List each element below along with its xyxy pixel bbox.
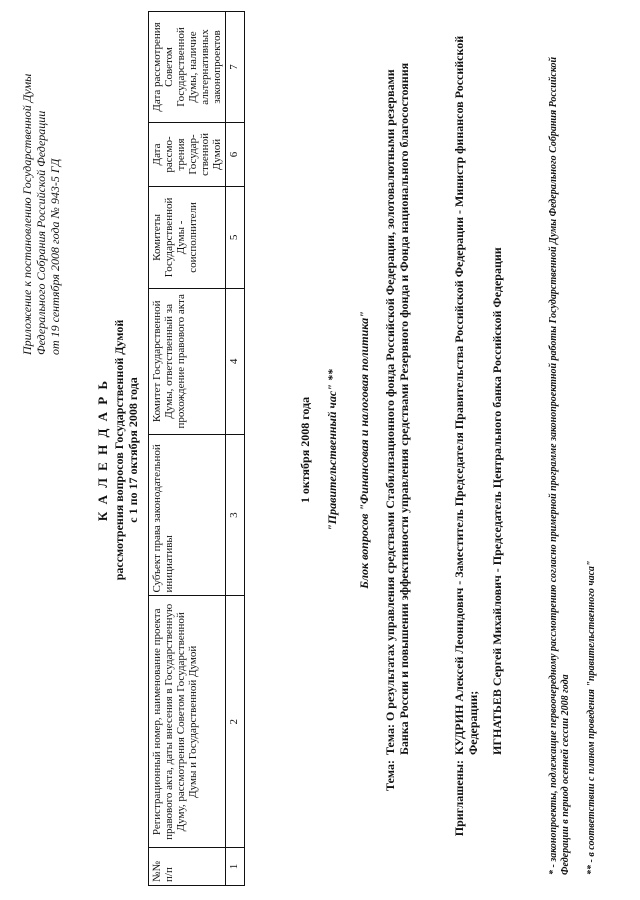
appendix-line-1: Приложение к постановлению Государственной Думы — [20, 73, 34, 355]
question-block-heading: Блок вопросов "Финансовая и налоговая политика" — [357, 311, 371, 589]
subtitle-line-2: с 1 по 17 октября 2008 года — [126, 377, 140, 523]
appendix-line-2: Федерального Собрания Российской Федерации — [34, 110, 48, 355]
header-cell-registration: Регистрационный номер, наименование проекта правового акта, даты внесения в Государственную Думу, рассмотрения Советом Государственной Думы и Государственной Думой — [149, 596, 226, 848]
invited-person-2: ИГНАТЬЕВ Сергей Михайлович - Председатель Центрального банка Российской Федерации — [490, 247, 504, 755]
table-number-row — [226, 12, 245, 886]
header-cell-number: №№ п/п — [149, 848, 226, 886]
subtitle-line-1: рассмотрения вопросов Государственной Думой — [112, 319, 126, 581]
footnotes — [548, 25, 612, 875]
header-cell-subject: Субъект права законодательной инициативы — [149, 434, 226, 596]
appendix-line-3: от 19 сентября 2008 года № 943-5 ГД — [48, 158, 62, 355]
invited-person-1: КУДРИН Алексей Леонидович - Заместитель Председателя Правительства Российской Федерации - Министр финансов Российской Федерации; — [452, 35, 480, 755]
table-header-row — [149, 12, 226, 886]
appendix-note — [20, 25, 62, 355]
footnote-1: * - законопроекты, подлежащие первоочередному рассмотрению согласно примерной программе законопроектной работы Государственной Думы Федерального Собрания Российской Федерации в период осенней сессии 2008 года — [548, 56, 571, 875]
document-title: К А Л Е Н Д А Р Ь — [95, 378, 110, 522]
header-cell-duma-date: Дата рассмо-трения Государ-ственной Думой — [149, 122, 226, 186]
government-hour-heading: "Правительственный час" ** — [325, 369, 339, 531]
number-cell: 3 — [226, 434, 245, 596]
topic-text: Тема: О результатах управления средствами Стабилизационного фонда Российской Федерации, золотовалютными резервами Банка России и повышении эффективности управления средствами Резервного фонда и Фонда национального благосостояния — [383, 62, 411, 755]
number-cell: 7 — [226, 12, 245, 123]
header-cell-council-date: Дата рассмотрения Советом Государственной Думы, наличие альтернативных законопроектов — [149, 12, 226, 123]
session-date: 1 октября 2008 года — [298, 396, 312, 504]
calendar-table — [148, 11, 245, 886]
invited-list — [452, 35, 504, 755]
number-cell: 1 — [226, 848, 245, 886]
header-cell-committee: Комитет Государственной Думы, ответственный за прохождение правового акта — [149, 288, 226, 434]
number-cell: 6 — [226, 122, 245, 186]
document-subtitle — [112, 0, 140, 900]
invited-label: Приглашены: — [452, 760, 466, 837]
number-cell: 5 — [226, 186, 245, 288]
footnote-2: ** - в соответствии с планом проведения "правительственного часа" — [586, 560, 597, 875]
header-cell-co-committees: Комитеты Государственной Думы - соисполнители — [149, 186, 226, 288]
topic-label: Тема: — [383, 760, 397, 791]
number-cell: 2 — [226, 596, 245, 848]
number-cell: 4 — [226, 288, 245, 434]
